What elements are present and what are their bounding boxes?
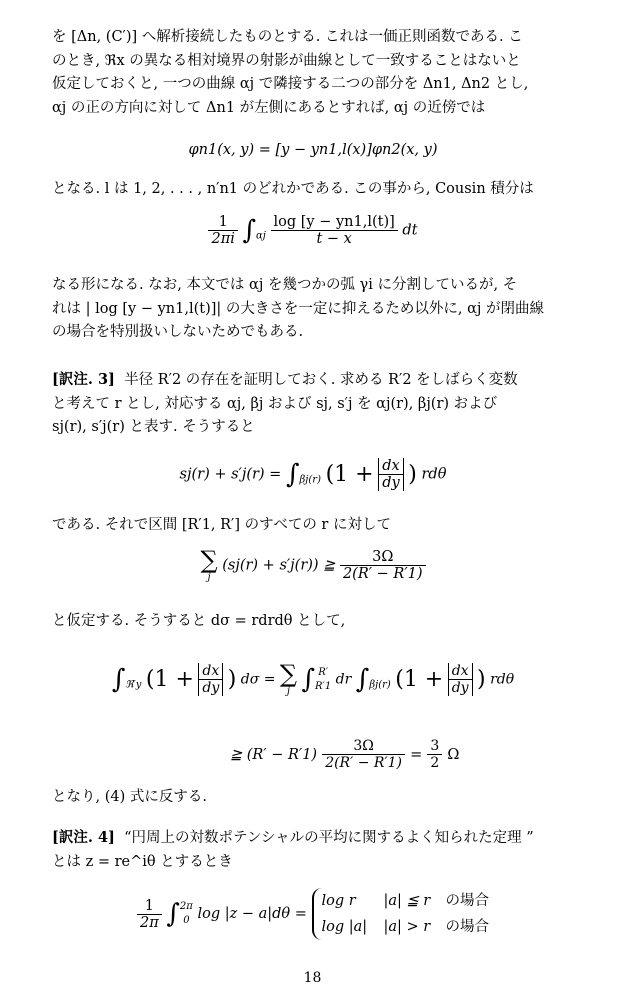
sum-sign-group: ∑ j — [200, 546, 218, 583]
cousin-integral-sign: ∫ — [242, 215, 257, 246]
paragraph-3 — [52, 274, 574, 345]
paragraph-5 — [52, 610, 574, 634]
note-3-label: [訳注. 3] — [52, 371, 115, 388]
note-4-line-1: [訳注. 4] “円周上の対数ポテンシャルの平均に関するよく知られた定理 ” — [52, 829, 534, 846]
case-2: log |a| |a| > r の場合 — [321, 919, 490, 935]
cousin-integrand: $\frac{\log [y - yn1,l(t)]}{t - x}$ — [271, 214, 398, 247]
equation-phi — [52, 142, 574, 158]
equation-cousin — [52, 214, 574, 247]
log-mean-cases — [312, 888, 490, 940]
paragraph-1-line-3: 仮定しておくと, 一つの曲線 αj で隣接する二つの部分を Δn1, Δn2 とし, — [52, 76, 529, 92]
note-4-line-2: とは z = re^iθ とするとき — [52, 853, 233, 870]
paragraph-1-line-1: を [Δn, (C′)] へ解析接続したものとする. これは一価正則函数である. こ — [52, 29, 523, 45]
arc-dx-dy: $\frac{dx}{dy}$ — [378, 458, 403, 491]
paragraph-2 — [52, 178, 574, 202]
note-4-label: [訳注. 4] — [52, 829, 115, 846]
equation-area-result: ≧ (R′ − R′1) $\frac{3\Omega}{2(R' - R'1)}$ = $\frac{3}{2}$ Ω — [230, 738, 460, 771]
note-4 — [52, 826, 574, 874]
cousin-dt: dt — [402, 222, 418, 239]
paragraph-1 — [52, 26, 574, 120]
page-number: 18 — [303, 970, 322, 986]
equation-phi-text: φn1(x, y) = [y − yn1,l(x)]φn2(x, y) — [188, 142, 438, 158]
equation-log-mean: $\frac{1}{2\pi}$ ∫ 2π 0 log |z − a|dθ = log r |a| ≦ r の場合 log |a| |a| > r の場合 — [52, 888, 574, 940]
paragraph-3-line-1: なる形になる. なお, 本文では αj を幾つかの弧 γi に分割しているが, そ — [52, 277, 518, 293]
paragraph-2-line: となる. l は 1, 2, . . . , n′n1 のどれかである. この事から, Cousin 積分は — [52, 181, 534, 197]
equation-area: $\int_{ℜ'y}$ (1 + $\frac{dx}{dy}$ ) dσ = ∑ j ∫ R′ R′1 dr $\int_{\beta j(r)}$ (1 + $\frac{dx}{dy}$ ) rdθ — [111, 660, 515, 697]
note-3-line-1: [訳注. 3] 半径 R′2 の存在を証明しておく. 求める R′2 をしばらく変数 — [52, 371, 518, 388]
note-3-line-3: sj(r), s′j(r) と表す. そうすると — [52, 419, 255, 435]
paragraph-3-line-2: れは | log [y − yn1,l(t)]| の大きさを一定に抑えるため以外に, αj が閉曲線 — [52, 300, 544, 317]
paragraph-4-line: である. それで区間 [R′1, R′] のすべての r に対して — [52, 517, 391, 533]
paragraph-4 — [52, 514, 574, 538]
arc-integral-sign: ∫ — [285, 459, 300, 490]
cousin-coefficient: $\frac{1}{2\pi i}$ — [208, 214, 237, 247]
equation-arc-length: $sj(r) + s'j(r) = \int_{\beta j(r)}$ (1 + $\frac{dx}{dy}$ ) rdθ — [179, 458, 447, 491]
paragraph-1-line-2: のとき, ℜx の異なる相対境界の射影が曲線として一致することはないと — [52, 52, 521, 69]
paragraph-6 — [52, 786, 574, 810]
note-3-line-2: と考えて r とし, 対応する αj, βj および sj, s′j を αj(r), βj(r) および — [52, 395, 498, 412]
case-1: log r |a| ≦ r の場合 — [321, 893, 490, 909]
equation-sum-bound: ∑ j (sj(r) + s′j(r)) ≧ $\frac{3\Omega}{2(R' - R'1)}$ — [52, 548, 574, 583]
paragraph-3-line-3: の場合を特別扱いしないためでもある. — [52, 324, 304, 340]
cousin-integral-sub: αj — [256, 230, 266, 242]
paragraph-5-line: と仮定する. そうすると dσ = rdrdθ として, — [52, 613, 346, 629]
sum-bound-fraction: $\frac{3\Omega}{2(R' - R'1)}$ — [340, 549, 426, 582]
paragraph-6-line: となり, (4) 式に反する. — [52, 789, 207, 805]
paragraph-1-line-4: αj の正の方向に対して Δn1 が左側にあるとすれば, αj の近傍では — [52, 99, 486, 116]
note-3 — [52, 368, 574, 440]
